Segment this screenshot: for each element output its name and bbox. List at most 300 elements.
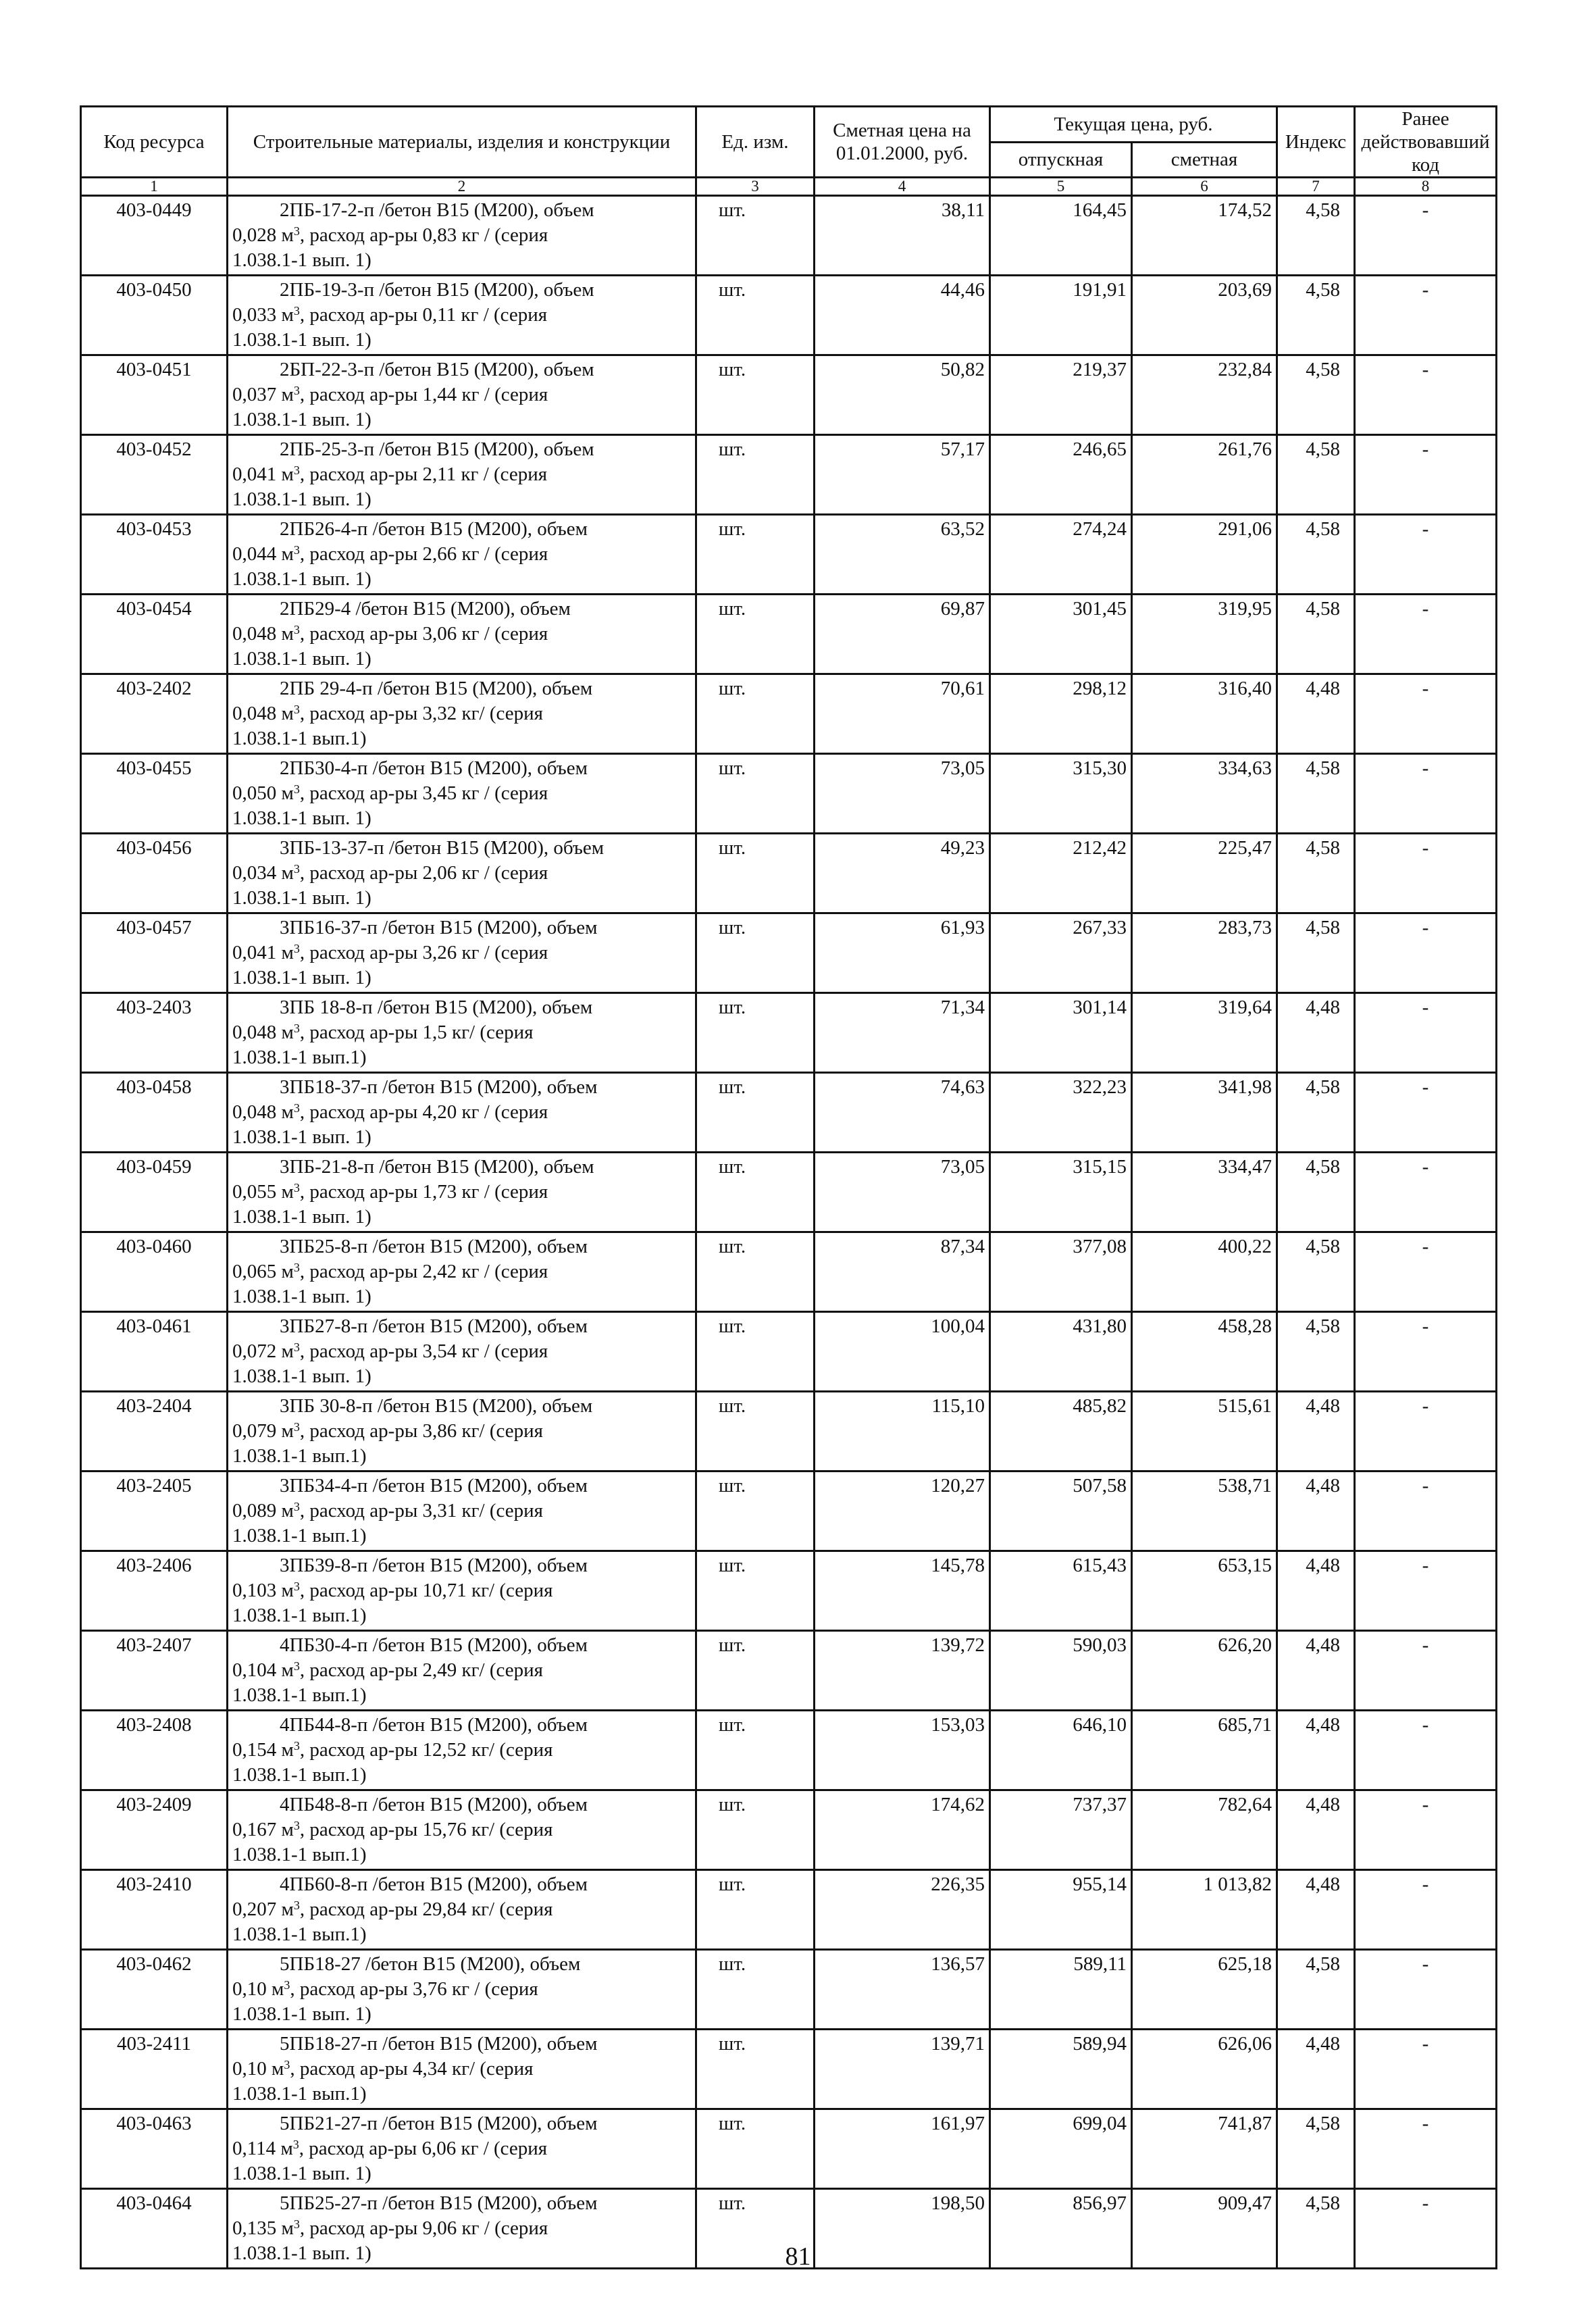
previous-code: -	[1355, 595, 1497, 674]
table-row	[81, 1790, 1497, 1870]
unit: шт.	[696, 1711, 815, 1790]
estimate-price: 291,06	[1132, 515, 1277, 595]
estimate-price: 458,28	[1132, 1312, 1277, 1392]
material-volume-line	[232, 1020, 690, 1045]
volume-value: 0,044	[232, 543, 277, 565]
resource-code: 403-0449	[81, 196, 228, 276]
base-price: 139,71	[815, 2030, 990, 2109]
material-name-line: 2ПБ30-4-п /бетон В15 (М200), объем	[280, 757, 588, 779]
resource-code: 403-0450	[81, 276, 228, 355]
material-name-line: 4ПБ44-8-п /бетон В15 (М200), объем	[280, 1714, 588, 1736]
volume-unit-superscript: 3	[284, 2058, 290, 2071]
release-price: 646,10	[990, 1711, 1132, 1790]
reinforcement-text: , расход ар-ры 9,06 кг / (серия	[299, 2217, 548, 2239]
table-row	[81, 196, 1497, 276]
price-index: 4,48	[1277, 1472, 1355, 1551]
volume-unit-superscript: 3	[293, 1580, 300, 1593]
previous-code: -	[1355, 1551, 1497, 1631]
previous-code: -	[1355, 435, 1497, 515]
base-price: 74,63	[815, 1073, 990, 1153]
previous-code: -	[1355, 1073, 1497, 1153]
volume-unit-superscript: 3	[293, 1022, 300, 1035]
estimate-price: 626,06	[1132, 2030, 1277, 2109]
unit: шт.	[696, 1870, 815, 1950]
volume-unit-superscript: 3	[293, 543, 300, 557]
series-line: 1.038.1-1 вып.1)	[232, 1445, 367, 1467]
material-description	[228, 276, 696, 355]
material-description	[228, 834, 696, 913]
volume-value: 0,037	[232, 384, 277, 405]
unit: шт.	[696, 2030, 815, 2109]
volume-value: 0,114	[232, 2138, 276, 2159]
table-row	[81, 595, 1497, 674]
column-number: 4	[815, 178, 990, 196]
volume-value: 0,103	[232, 1580, 277, 1601]
volume-unit: м	[280, 2138, 293, 2159]
base-price: 153,03	[815, 1711, 990, 1790]
volume-unit-superscript: 3	[293, 942, 300, 955]
table-row	[81, 1232, 1497, 1312]
header-estimate-price: сметная	[1132, 142, 1277, 178]
volume-unit-superscript: 3	[293, 224, 300, 238]
material-name-line: 3ПБ34-4-п /бетон В15 (М200), объем	[280, 1475, 588, 1496]
material-volume-line	[232, 1419, 690, 1444]
reinforcement-text: , расход ар-ры 3,31 кг/ (серия	[299, 1500, 543, 1521]
material-volume-line	[232, 861, 690, 886]
volume-unit-superscript: 3	[293, 463, 300, 477]
estimate-price: 316,40	[1132, 674, 1277, 754]
series-line: 1.038.1-1 вып. 1)	[232, 807, 371, 829]
table-row	[81, 1711, 1497, 1790]
price-index: 4,48	[1277, 1790, 1355, 1870]
volume-value: 0,048	[232, 703, 277, 724]
material-description	[228, 2030, 696, 2109]
material-name-line: 2ПБ-25-3-п /бетон В15 (М200), объем	[280, 438, 594, 460]
material-name-line: 3ПБ16-37-п /бетон В15 (М200), объем	[280, 917, 598, 938]
volume-unit-superscript: 3	[293, 1340, 300, 1354]
price-index: 4,48	[1277, 2030, 1355, 2109]
header-release-price: отпускная	[990, 142, 1132, 178]
material-volume-line	[232, 781, 690, 806]
base-price: 174,62	[815, 1790, 990, 1870]
material-description	[228, 1631, 696, 1711]
release-price: 589,11	[990, 1950, 1132, 2030]
volume-unit-superscript: 3	[293, 1739, 300, 1753]
estimate-price: 319,95	[1132, 595, 1277, 674]
table-row	[81, 1392, 1497, 1472]
table-row	[81, 913, 1497, 993]
reinforcement-text: , расход ар-ры 3,45 кг / (серия	[299, 782, 548, 804]
release-price: 737,37	[990, 1790, 1132, 1870]
volume-value: 0,10	[232, 2058, 267, 2080]
base-price: 70,61	[815, 674, 990, 754]
price-index: 4,58	[1277, 754, 1355, 834]
release-price: 590,03	[990, 1631, 1132, 1711]
table-row	[81, 2109, 1497, 2189]
price-index: 4,58	[1277, 276, 1355, 355]
unit: шт.	[696, 1551, 815, 1631]
previous-code: -	[1355, 674, 1497, 754]
unit: шт.	[696, 1312, 815, 1392]
material-volume-line	[232, 1180, 690, 1205]
reinforcement-text: , расход ар-ры 2,49 кг/ (серия	[299, 1659, 543, 1681]
material-description	[228, 1551, 696, 1631]
material-volume-line	[232, 701, 690, 726]
release-price: 485,82	[990, 1392, 1132, 1472]
series-line: 1.038.1-1 вып. 1)	[232, 1286, 371, 1307]
price-index: 4,58	[1277, 355, 1355, 435]
release-price: 315,15	[990, 1153, 1132, 1232]
material-volume-line	[232, 2057, 690, 2082]
header-name: Строительные материалы, изделия и конструкции	[228, 107, 696, 178]
table-row	[81, 1312, 1497, 1392]
resource-code: 403-0458	[81, 1073, 228, 1153]
volume-value: 0,034	[232, 862, 277, 884]
volume-value: 0,041	[232, 463, 277, 485]
base-price: 69,87	[815, 595, 990, 674]
material-description	[228, 595, 696, 674]
base-price: 57,17	[815, 435, 990, 515]
material-name-line: 3ПБ 30-8-п /бетон В15 (М200), объем	[280, 1395, 593, 1417]
base-price: 198,50	[815, 2189, 990, 2269]
price-index: 4,48	[1277, 1870, 1355, 1950]
estimate-price: 782,64	[1132, 1790, 1277, 1870]
material-description	[228, 2109, 696, 2189]
resource-code: 403-0461	[81, 1312, 228, 1392]
header-index: Индекс	[1277, 107, 1355, 178]
volume-value: 0,048	[232, 623, 277, 645]
unit: шт.	[696, 1153, 815, 1232]
volume-value: 0,041	[232, 942, 277, 963]
volume-value: 0,048	[232, 1022, 277, 1043]
previous-code: -	[1355, 196, 1497, 276]
material-name-line: 3ПБ27-8-п /бетон В15 (М200), объем	[280, 1315, 588, 1337]
material-description	[228, 1870, 696, 1950]
unit: шт.	[696, 834, 815, 913]
volume-unit: м	[272, 1978, 284, 2000]
material-name-line: 4ПБ48-8-п /бетон В15 (М200), объем	[280, 1794, 588, 1815]
volume-value: 0,207	[232, 1898, 277, 1920]
material-description	[228, 1950, 696, 2030]
base-price: 139,72	[815, 1631, 990, 1711]
material-name-line: 5ПБ18-27 /бетон В15 (М200), объем	[280, 1953, 581, 1975]
release-price: 274,24	[990, 515, 1132, 595]
base-price: 63,52	[815, 515, 990, 595]
material-name-line: 3ПБ18-37-п /бетон В15 (М200), объем	[280, 1076, 598, 1098]
reinforcement-text: , расход ар-ры 4,20 кг / (серия	[299, 1101, 548, 1123]
material-name-line: 2ПБ26-4-п /бетон В15 (М200), объем	[280, 518, 588, 540]
resource-code: 403-2405	[81, 1472, 228, 1551]
material-volume-line	[232, 223, 690, 248]
price-index: 4,48	[1277, 1551, 1355, 1631]
release-price: 615,43	[990, 1551, 1132, 1631]
series-line: 1.038.1-1 вып.1)	[232, 1764, 367, 1786]
unit: шт.	[696, 595, 815, 674]
series-line: 1.038.1-1 вып. 1)	[232, 488, 371, 510]
unit: шт.	[696, 674, 815, 754]
resource-code: 403-0457	[81, 913, 228, 993]
reinforcement-text: , расход ар-ры 1,73 кг / (серия	[299, 1181, 548, 1203]
material-description	[228, 435, 696, 515]
base-price: 71,34	[815, 993, 990, 1073]
unit: шт.	[696, 993, 815, 1073]
resource-code: 403-2408	[81, 1711, 228, 1790]
unit: шт.	[696, 355, 815, 435]
unit: шт.	[696, 1790, 815, 1870]
unit: шт.	[696, 2189, 815, 2269]
release-price: 322,23	[990, 1073, 1132, 1153]
header-code: Код ресурса	[81, 107, 228, 178]
material-volume-line	[232, 1339, 690, 1364]
volume-unit: м	[281, 384, 294, 405]
column-number: 5	[990, 178, 1132, 196]
volume-unit-superscript: 3	[293, 782, 300, 796]
estimate-price: 515,61	[1132, 1392, 1277, 1472]
material-description	[228, 1790, 696, 1870]
price-index: 4,48	[1277, 993, 1355, 1073]
volume-unit: м	[281, 1022, 294, 1043]
resource-code: 403-0455	[81, 754, 228, 834]
unit: шт.	[696, 515, 815, 595]
table-row	[81, 355, 1497, 435]
reinforcement-text: , расход ар-ры 2,06 кг / (серия	[299, 862, 548, 884]
series-line: 1.038.1-1 вып.1)	[232, 728, 367, 749]
previous-code: -	[1355, 993, 1497, 1073]
series-line: 1.038.1-1 вып. 1)	[232, 329, 371, 351]
series-line: 1.038.1-1 вып. 1)	[232, 1206, 371, 1228]
volume-unit: м	[281, 1739, 294, 1761]
reinforcement-text: , расход ар-ры 2,11 кг / (серия	[299, 463, 548, 485]
material-name-line: 3ПБ39-8-п /бетон В15 (М200), объем	[280, 1555, 588, 1576]
table-row	[81, 1950, 1497, 2030]
reinforcement-text: , расход ар-ры 3,06 кг / (серия	[299, 623, 548, 645]
price-table-page	[80, 105, 1495, 2269]
material-description	[228, 1392, 696, 1472]
reinforcement-text: , расход ар-ры 4,34 кг/ (серия	[290, 2058, 534, 2080]
estimate-price: 653,15	[1132, 1551, 1277, 1631]
release-price: 315,30	[990, 754, 1132, 834]
previous-code: -	[1355, 2109, 1497, 2189]
price-index: 4,48	[1277, 1711, 1355, 1790]
estimate-price: 232,84	[1132, 355, 1277, 435]
resource-code: 403-2402	[81, 674, 228, 754]
table-row	[81, 674, 1497, 754]
material-name-line: 3ПБ-13-37-п /бетон В15 (М200), объем	[280, 837, 604, 859]
volume-value: 0,072	[232, 1340, 277, 1362]
table-row	[81, 754, 1497, 834]
table-row	[81, 1153, 1497, 1232]
base-price: 38,11	[815, 196, 990, 276]
estimate-price: 625,18	[1132, 1950, 1277, 2030]
resource-code: 403-0462	[81, 1950, 228, 2030]
estimate-price: 685,71	[1132, 1711, 1277, 1790]
base-price: 61,93	[815, 913, 990, 993]
estimate-price: 261,76	[1132, 435, 1277, 515]
volume-unit: м	[281, 1101, 294, 1123]
series-line: 1.038.1-1 вып. 1)	[232, 2242, 371, 2264]
series-line: 1.038.1-1 вып.1)	[232, 1844, 367, 1865]
table-row	[81, 993, 1497, 1073]
reinforcement-text: , расход ар-ры 6,06 кг / (серия	[299, 2138, 548, 2159]
volume-value: 0,028	[232, 224, 277, 246]
volume-unit-superscript: 3	[293, 703, 300, 716]
series-line: 1.038.1-1 вып.1)	[232, 1047, 367, 1068]
material-name-line: 2ПБ-17-2-п /бетон В15 (М200), объем	[280, 199, 594, 221]
release-price: 699,04	[990, 2109, 1132, 2189]
table-row	[81, 435, 1497, 515]
series-line: 1.038.1-1 вып. 1)	[232, 1126, 371, 1148]
base-price: 73,05	[815, 754, 990, 834]
previous-code: -	[1355, 2030, 1497, 2109]
resource-code: 403-2410	[81, 1870, 228, 1950]
material-description	[228, 754, 696, 834]
volume-unit-superscript: 3	[292, 2138, 299, 2151]
previous-code: -	[1355, 276, 1497, 355]
material-description	[228, 913, 696, 993]
resource-code: 403-2404	[81, 1392, 228, 1472]
release-price: 589,94	[990, 2030, 1132, 2109]
volume-unit: м	[281, 224, 294, 246]
column-number: 7	[1277, 178, 1355, 196]
material-description	[228, 1232, 696, 1312]
series-line: 1.038.1-1 вып. 1)	[232, 249, 371, 271]
estimate-price: 341,98	[1132, 1073, 1277, 1153]
reinforcement-text: , расход ар-ры 15,76 кг/ (серия	[299, 1819, 553, 1840]
volume-unit: м	[281, 304, 294, 326]
unit: шт.	[696, 1950, 815, 2030]
estimate-price: 741,87	[1132, 2109, 1277, 2189]
volume-unit-superscript: 3	[293, 1261, 300, 1274]
material-volume-line	[232, 1658, 690, 1683]
header-current-price: Текущая цена, руб.	[990, 107, 1277, 143]
price-index: 4,58	[1277, 1073, 1355, 1153]
reinforcement-text: , расход ар-ры 2,66 кг / (серия	[299, 543, 548, 565]
volume-unit-superscript: 3	[293, 2217, 300, 2231]
table-row	[81, 1870, 1497, 1950]
previous-code: -	[1355, 2189, 1497, 2269]
material-volume-line	[232, 940, 690, 965]
material-volume-line	[232, 2216, 690, 2241]
volume-value: 0,033	[232, 304, 277, 326]
column-number: 8	[1355, 178, 1497, 196]
release-price: 219,37	[990, 355, 1132, 435]
table-row	[81, 1631, 1497, 1711]
previous-code: -	[1355, 1790, 1497, 1870]
material-description	[228, 1153, 696, 1232]
volume-unit-superscript: 3	[293, 623, 300, 636]
table-row	[81, 276, 1497, 355]
series-line: 1.038.1-1 вып. 1)	[232, 2003, 371, 2025]
volume-value: 0,048	[232, 1101, 277, 1123]
material-name-line: 4ПБ30-4-п /бетон В15 (М200), объем	[280, 1634, 588, 1656]
material-description	[228, 1073, 696, 1153]
estimate-price: 1 013,82	[1132, 1870, 1277, 1950]
volume-value: 0,154	[232, 1739, 277, 1761]
base-price: 115,10	[815, 1392, 990, 1472]
resource-code: 403-0452	[81, 435, 228, 515]
table-row	[81, 1472, 1497, 1551]
base-price: 44,46	[815, 276, 990, 355]
price-index: 4,48	[1277, 1392, 1355, 1472]
series-line: 1.038.1-1 вып.1)	[232, 2083, 367, 2105]
column-number: 1	[81, 178, 228, 196]
estimate-price: 626,20	[1132, 1631, 1277, 1711]
material-volume-line	[232, 1897, 690, 1922]
reinforcement-text: , расход ар-ры 0,83 кг / (серия	[299, 224, 548, 246]
material-name-line: 3ПБ25-8-п /бетон В15 (М200), объем	[280, 1236, 588, 1257]
resource-code: 403-2409	[81, 1790, 228, 1870]
material-name-line: 5ПБ18-27-п /бетон В15 (М200), объем	[280, 2033, 598, 2055]
previous-code: -	[1355, 1472, 1497, 1551]
release-price: 301,14	[990, 993, 1132, 1073]
price-index: 4,58	[1277, 1312, 1355, 1392]
release-price: 164,45	[990, 196, 1132, 276]
reinforcement-text: , расход ар-ры 3,76 кг / (серия	[290, 1978, 538, 2000]
material-volume-line	[232, 1977, 690, 2002]
estimate-price: 319,64	[1132, 993, 1277, 1073]
reinforcement-text: , расход ар-ры 10,71 кг/ (серия	[299, 1580, 553, 1601]
resource-code: 403-0451	[81, 355, 228, 435]
material-volume-line	[232, 1738, 690, 1763]
reinforcement-text: , расход ар-ры 1,5 кг/ (серия	[299, 1022, 534, 1043]
volume-unit: м	[281, 463, 294, 485]
previous-code: -	[1355, 1631, 1497, 1711]
previous-code: -	[1355, 1312, 1497, 1392]
reinforcement-text: , расход ар-ры 3,32 кг/ (серия	[299, 703, 543, 724]
resource-code: 403-2411	[81, 2030, 228, 2109]
reinforcement-text: , расход ар-ры 12,52 кг/ (серия	[299, 1739, 553, 1761]
volume-unit: м	[281, 1898, 294, 1920]
previous-code: -	[1355, 515, 1497, 595]
material-description	[228, 674, 696, 754]
material-volume-line	[232, 2136, 690, 2161]
material-volume-line	[232, 542, 690, 567]
material-name-line: 3ПБ 18-8-п /бетон В15 (М200), объем	[280, 997, 593, 1018]
unit: шт.	[696, 2109, 815, 2189]
volume-unit: м	[281, 1659, 294, 1681]
unit: шт.	[696, 435, 815, 515]
volume-unit-superscript: 3	[293, 1819, 300, 1832]
unit: шт.	[696, 1073, 815, 1153]
material-volume-line	[232, 1817, 690, 1842]
volume-unit: м	[281, 543, 294, 565]
unit: шт.	[696, 1631, 815, 1711]
previous-code: -	[1355, 834, 1497, 913]
material-volume-line	[232, 622, 690, 647]
header-base-price: Сметная цена на 01.01.2000, руб.	[815, 107, 990, 178]
estimate-price: 225,47	[1132, 834, 1277, 913]
base-price: 226,35	[815, 1870, 990, 1950]
material-name-line: 4ПБ60-8-п /бетон В15 (М200), объем	[280, 1873, 588, 1895]
material-description	[228, 1312, 696, 1392]
volume-unit: м	[281, 1340, 294, 1362]
price-index: 4,58	[1277, 435, 1355, 515]
unit: шт.	[696, 913, 815, 993]
price-index: 4,58	[1277, 2189, 1355, 2269]
volume-unit: м	[281, 1819, 294, 1840]
material-description	[228, 196, 696, 276]
volume-value: 0,065	[232, 1261, 277, 1282]
release-price: 267,33	[990, 913, 1132, 993]
column-number: 2	[228, 178, 696, 196]
volume-unit: м	[281, 1181, 294, 1203]
volume-unit-superscript: 3	[293, 862, 300, 876]
release-price: 856,97	[990, 2189, 1132, 2269]
estimate-price: 203,69	[1132, 276, 1277, 355]
volume-value: 0,050	[232, 782, 277, 804]
header-unit: Ед. изм.	[696, 107, 815, 178]
price-index: 4,58	[1277, 595, 1355, 674]
